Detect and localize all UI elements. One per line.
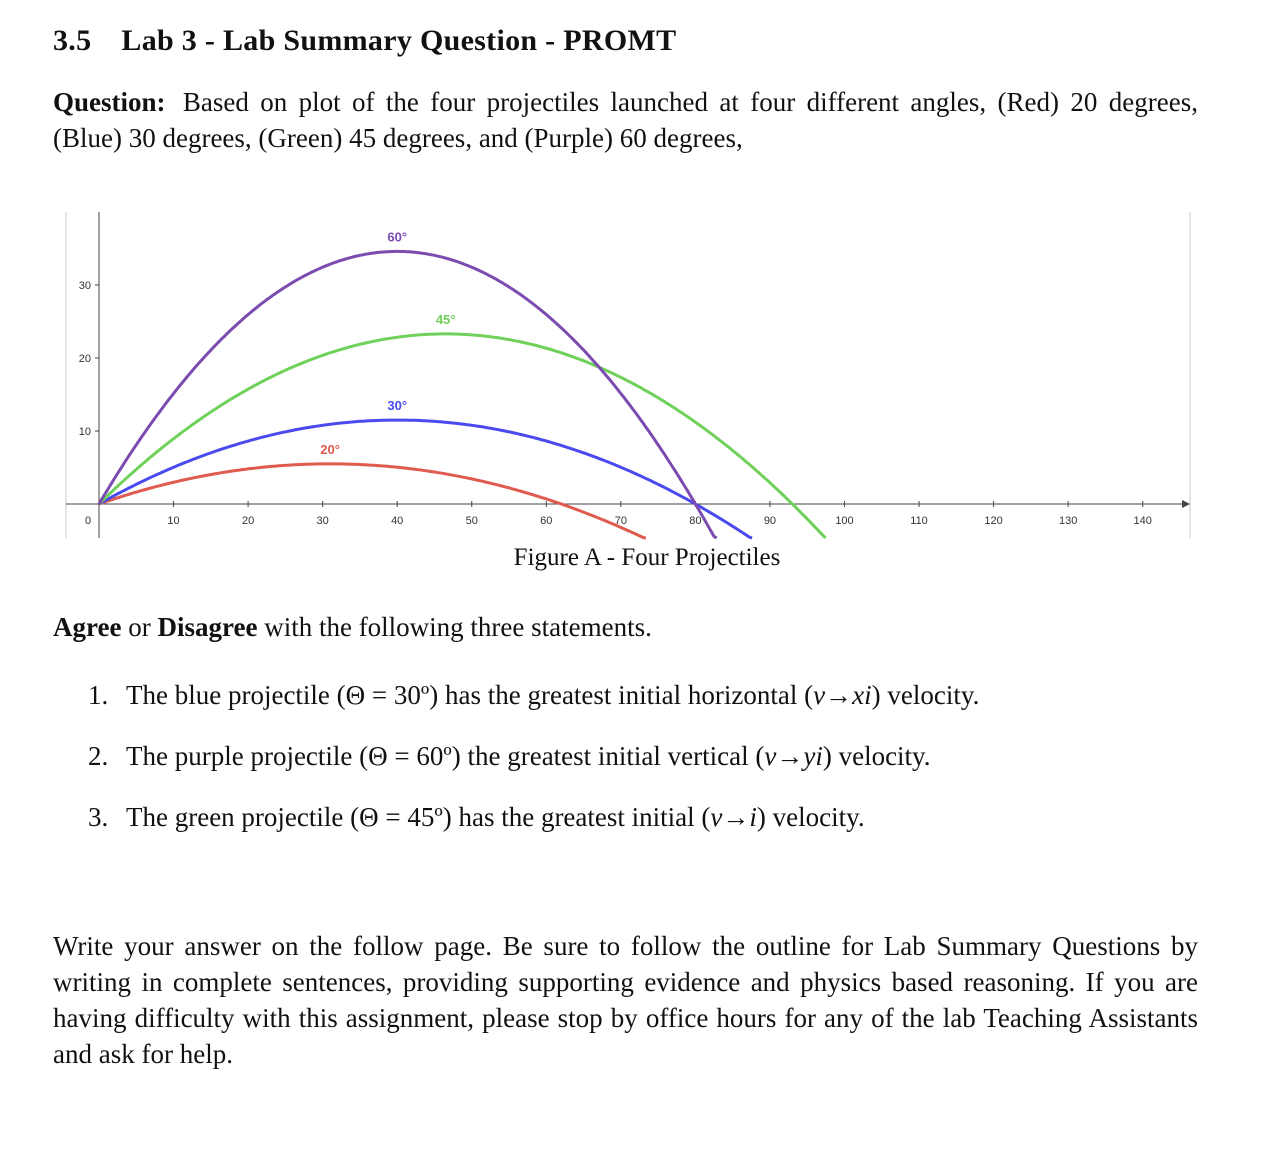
or-word: or: [128, 612, 151, 642]
velocity-symbol: v→yi: [764, 741, 823, 771]
agree-word: Agree: [53, 612, 122, 642]
x-tick-label: 40: [391, 515, 404, 527]
statement-text-end: ) velocity.: [871, 680, 980, 710]
statement-number: 1.: [88, 680, 109, 710]
x-tick-label: 110: [910, 515, 928, 527]
statement-text: The blue projectile (Θ = 30º) has the greatest initial horizontal (: [126, 680, 814, 710]
x-tick-label: 10: [167, 515, 180, 527]
statement-item: [88, 798, 979, 859]
velocity-symbol: v→xi: [813, 680, 872, 710]
y-tick-label: 30: [78, 280, 91, 292]
x-tick-label: 120: [984, 515, 1003, 527]
agree-disagree-prompt: [53, 612, 652, 643]
x-tick-label: 140: [1133, 515, 1152, 527]
figure-caption: Figure A - Four Projectiles: [513, 544, 781, 571]
statement-list: [88, 676, 979, 859]
y-tick-label: 10: [78, 426, 91, 438]
projectile-figure: [60, 200, 1200, 545]
section-heading: [53, 24, 676, 58]
x-tick-label: 0: [84, 515, 92, 527]
x-tick-label: 60: [540, 515, 553, 527]
x-tick-label: 100: [835, 515, 854, 527]
trajectory-20: [99, 464, 646, 538]
disagree-word: Disagree: [157, 612, 258, 642]
x-tick-label: 90: [763, 515, 777, 527]
statement-item: [88, 676, 979, 737]
statement-text-end: ) velocity.: [822, 741, 931, 771]
statement-text: The green projectile (Θ = 45º) has the greatest initial (: [126, 802, 711, 832]
trajectory-label-60: 60°: [387, 229, 408, 245]
x-tick-label: 20: [241, 515, 255, 527]
prompt-rest: with the following three statements.: [264, 612, 652, 642]
y-tick-label: 20: [78, 353, 91, 365]
projectile-chart: [60, 200, 1200, 545]
instructions-paragraph: Write your answer on the follow page. Be sure to follow the outline for Lab Summary Questions by writing in complete sentences, providing supporting evidence and physics based reasoning. If you are having difficulty with this assignment, please stop by office hours for any of the lab Teaching Assistants and ask for help.: [53, 931, 1198, 1069]
question-lead: Question:: [53, 87, 166, 117]
statement-text-end: ) velocity.: [756, 802, 865, 832]
statement-text: The purple projectile (Θ = 60º) the greatest initial vertical (: [126, 741, 765, 771]
x-tick-label: 30: [316, 515, 329, 527]
section-number: 3.5: [53, 24, 92, 57]
x-tick-label: 130: [1058, 515, 1078, 527]
x-axis-arrow: [1182, 500, 1190, 508]
trajectory-60: [99, 251, 717, 538]
x-tick-label: 80: [689, 515, 702, 527]
statement-item: [88, 737, 979, 798]
trajectory-label-45: 45°: [435, 311, 456, 327]
question-text: Based on plot of the four projectiles launched at four different angles, (Red) 20 degrees, (Blue) 30 degrees, (Green) 45 degrees, and (Purple) 60 degrees,: [53, 87, 1198, 153]
statement-number: 3.: [88, 802, 109, 832]
x-tick-label: 50: [465, 515, 478, 527]
section-title: Lab 3 - Lab Summary Question - PROMT: [121, 24, 677, 57]
statement-number: 2.: [88, 741, 109, 771]
trajectory-label-20: 20°: [320, 441, 340, 457]
trajectory-label-30: 30°: [387, 398, 408, 414]
trajectory-45: [99, 334, 826, 538]
x-tick-label: 70: [614, 515, 627, 527]
velocity-symbol: v→i: [710, 802, 757, 832]
question-paragraph: [53, 84, 1198, 156]
